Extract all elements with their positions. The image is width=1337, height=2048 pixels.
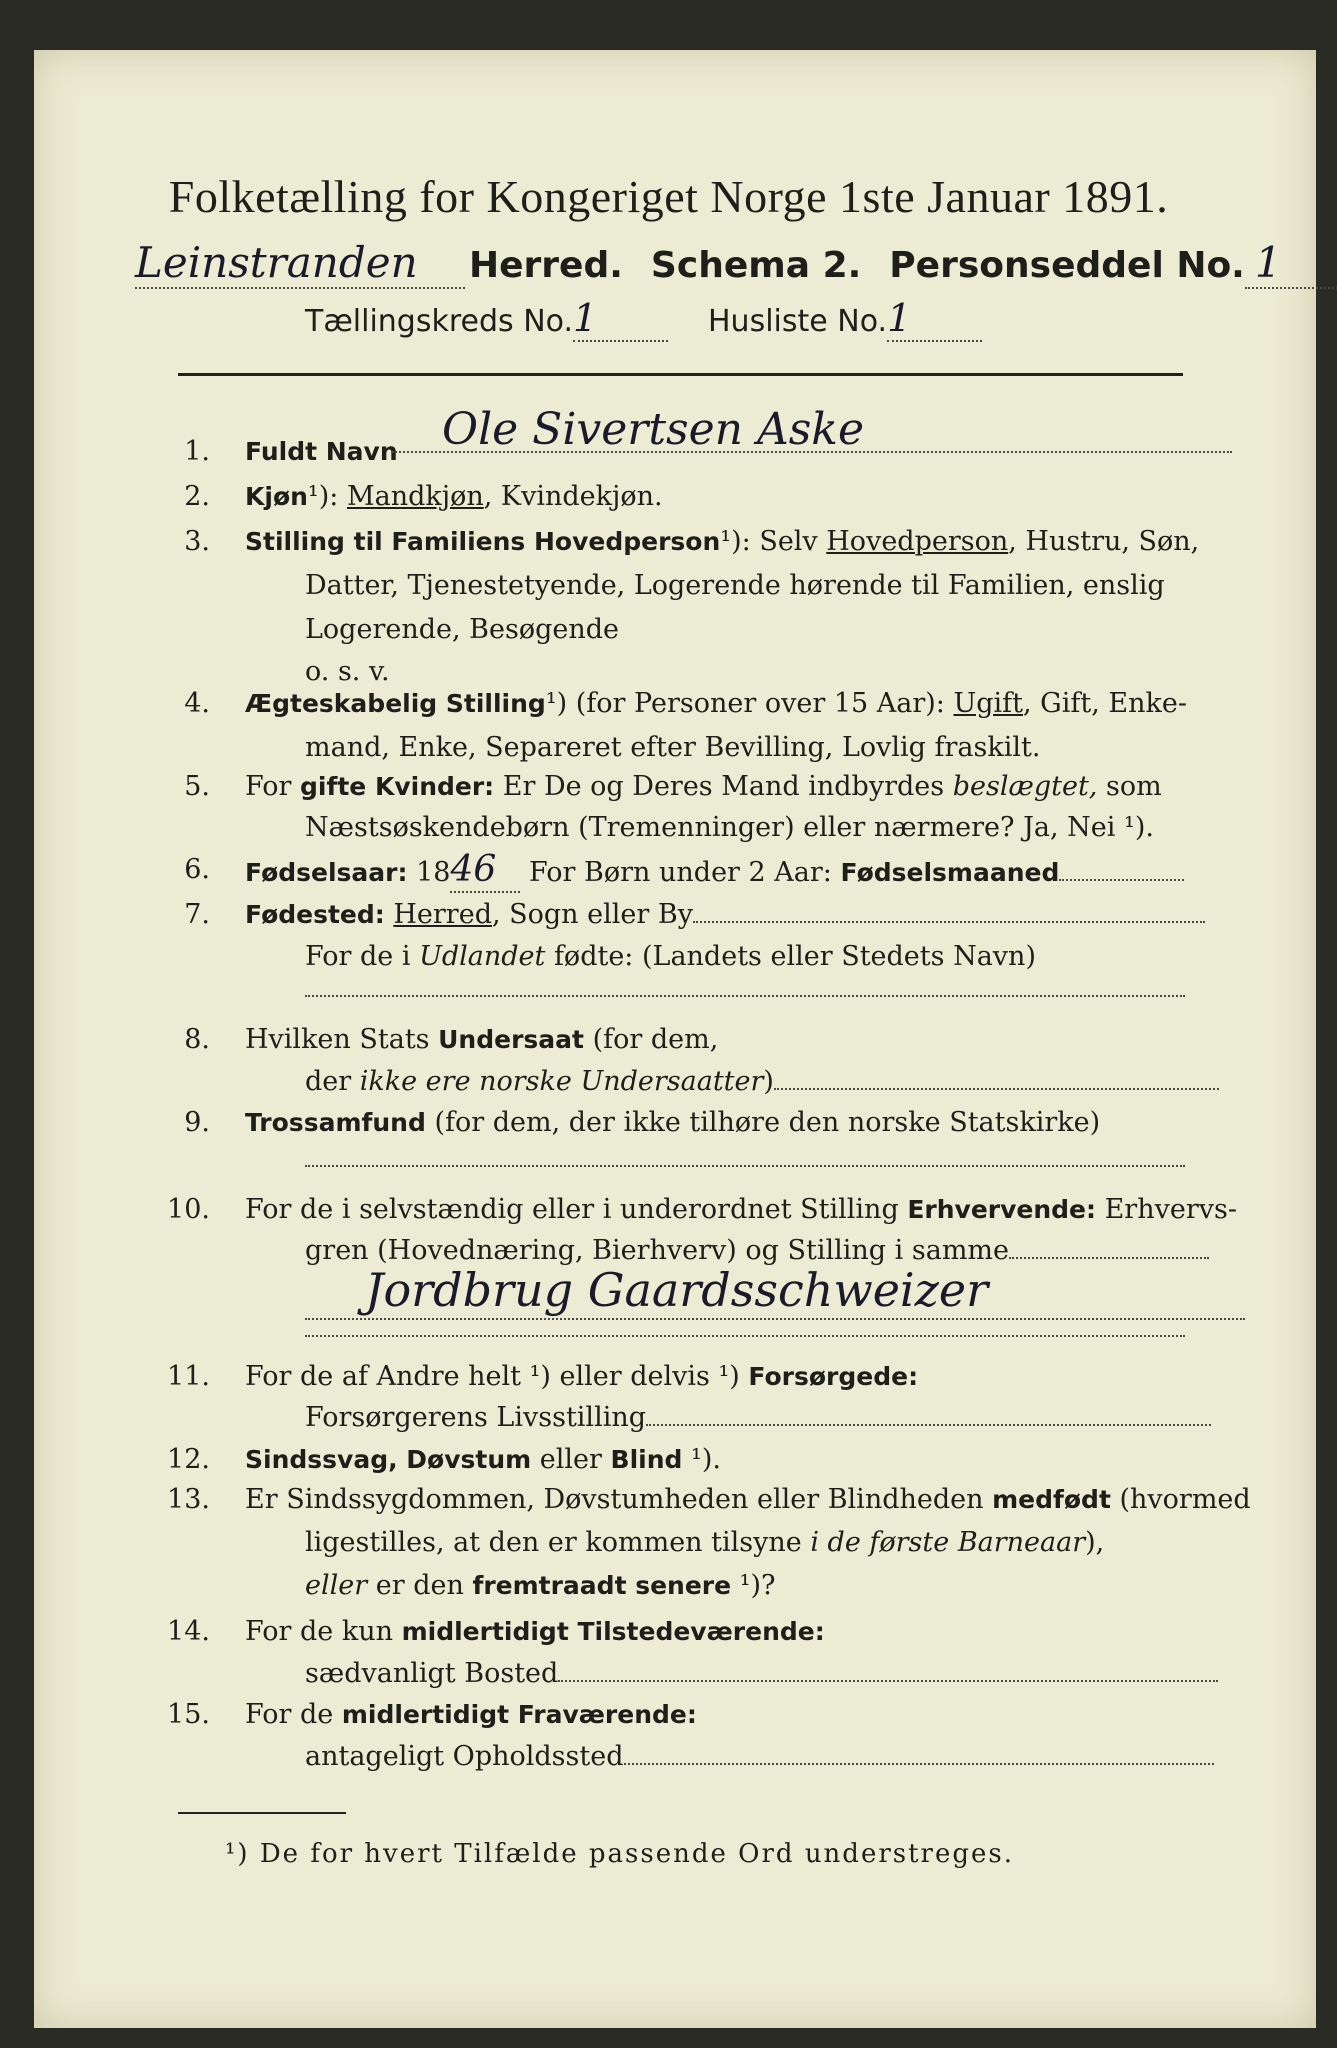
item-number: 13. xyxy=(167,1484,210,1515)
header-rule xyxy=(178,373,1183,376)
fill-line xyxy=(624,1743,1214,1765)
item-text: ¹) (for Personer over 15 Aar): xyxy=(545,688,954,719)
item-3-line-4: o. s. v. xyxy=(305,656,390,687)
occupation-handwritten: Jordbrug Gaardsschweizer xyxy=(305,1262,1245,1320)
item-3-line-2: Datter, Tjenestetyende, Logerende hørende til Familien, enslig xyxy=(305,570,1165,601)
herred-handwritten: Leinstranden xyxy=(135,238,465,289)
item-label: Stilling til Familiens Hovedperson xyxy=(245,527,721,556)
item-text: Forsørgerens Livsstilling xyxy=(305,1402,647,1433)
item-label: Undersaat xyxy=(438,1025,584,1054)
item-text: , Gift, Enke- xyxy=(1023,688,1187,719)
item-text: gren (Hovednæring, Bierhverv) og Stilling i samme xyxy=(305,1235,1010,1266)
item-text: ), xyxy=(1085,1527,1105,1558)
item-number: 11. xyxy=(167,1361,210,1392)
item-text: For de kun xyxy=(245,1616,402,1647)
item-number: 15. xyxy=(167,1699,210,1730)
full-name-handwritten: Ole Sivertsen Aske xyxy=(392,408,1232,453)
kreds-line xyxy=(305,296,982,342)
schema-label: Schema 2. xyxy=(650,245,862,286)
fill-line xyxy=(305,1145,1185,1167)
personseddel-label: Personseddel No. xyxy=(889,245,1245,286)
fill-line xyxy=(1009,1237,1209,1259)
item-label: Ægteskabelig Stilling xyxy=(245,689,546,718)
item-text: For Børn under 2 Aar: xyxy=(520,857,841,888)
item-4-line-2: mand, Enke, Separeret efter Bevilling, Lovlig fraskilt. xyxy=(305,732,1041,763)
herred-label: Herred. xyxy=(469,245,623,286)
item-5-line-2: Næstsøskendebørn (Tremenninger) eller nærmere? Ja, Nei ¹). xyxy=(305,812,1154,843)
item-13-line-3 xyxy=(305,1564,776,1607)
fill-line xyxy=(774,1068,1219,1090)
personseddel-number: 1 xyxy=(1245,238,1337,289)
item-text: beslægtet, xyxy=(952,771,1098,802)
item-number: 3. xyxy=(184,526,210,557)
item-text: For xyxy=(245,771,301,802)
item-label: Forsørgede: xyxy=(748,1362,919,1391)
item-number: 14. xyxy=(167,1616,210,1647)
item-14-line-2 xyxy=(305,1652,1218,1695)
item-label: midlertidigt Fraværende: xyxy=(341,1700,697,1729)
item-number: 8. xyxy=(184,1024,210,1055)
fill-line xyxy=(305,975,1185,997)
item-label: Sindssvag, Døvstum xyxy=(245,1445,532,1474)
item-text: Er De og Deres Mand indbyrdes xyxy=(494,771,953,802)
herred-line xyxy=(135,238,1337,289)
item-label: Blind xyxy=(610,1445,683,1474)
item-13-line-2 xyxy=(305,1521,1104,1564)
fill-line xyxy=(693,901,1205,923)
item-text: 18 xyxy=(407,857,451,888)
item-text: ) xyxy=(763,1066,774,1097)
item-text: ¹): xyxy=(307,481,347,512)
selected-option: Hovedperson xyxy=(826,526,1009,557)
item-text: antageligt Opholdssted xyxy=(305,1741,624,1772)
item-number: 9. xyxy=(184,1107,210,1138)
item-label: Fødested: xyxy=(245,900,385,929)
item-text: For de af Andre helt ¹) eller delvis ¹) xyxy=(245,1361,749,1392)
item-label: Fødselsaar: xyxy=(245,858,408,887)
item-text: (for dem, xyxy=(583,1024,719,1055)
item-label: Trossamfund xyxy=(245,1108,426,1137)
item-text: , Kvindekjøn. xyxy=(483,481,663,512)
item-15-line-2 xyxy=(305,1735,1214,1778)
item-text: som xyxy=(1097,771,1162,802)
item-number: 6. xyxy=(184,854,210,885)
item-text: ¹). xyxy=(682,1444,721,1475)
kreds-label: Tællingskreds No. xyxy=(305,304,573,339)
item-text: , Hustru, Søn, xyxy=(1008,526,1200,557)
item-text: ¹)? xyxy=(731,1570,776,1601)
birth-year-handwritten: 46 xyxy=(450,848,520,893)
item-text: For de i xyxy=(305,941,420,972)
selected-option: Herred xyxy=(393,899,492,930)
item-label: midlertidigt Tilstedeværende: xyxy=(401,1617,825,1646)
item-number: 1. xyxy=(184,436,210,467)
item-label: Fødselsmaaned xyxy=(840,858,1060,887)
item-label: medfødt xyxy=(992,1485,1111,1514)
item-label: fremtraadt senere xyxy=(472,1571,732,1600)
item-11-line-2 xyxy=(305,1396,1211,1439)
item-text: Udlandet xyxy=(419,941,546,972)
husliste-number: 1 xyxy=(887,296,982,342)
item-text: (hvormed xyxy=(1110,1484,1251,1515)
item-label: Fuldt Navn xyxy=(245,437,398,466)
item-text: For de i selvstændig eller i underordnet Stilling xyxy=(245,1194,908,1225)
item-number: 7. xyxy=(184,899,210,930)
item-text: Erhvervs- xyxy=(1096,1194,1237,1225)
item-text: fødte: (Landets eller Stedets Navn) xyxy=(545,941,1036,972)
item-text: Hvilken Stats xyxy=(245,1024,439,1055)
item-label: gifte Kvinder: xyxy=(300,772,495,801)
item-text: der xyxy=(305,1066,360,1097)
fill-line xyxy=(646,1404,1211,1426)
kreds-number: 1 xyxy=(573,296,668,342)
item-number: 5. xyxy=(184,771,210,802)
item-text: eller xyxy=(531,1444,611,1475)
item-number: 12. xyxy=(167,1444,210,1475)
fill-line xyxy=(1059,859,1184,881)
footnote-rule xyxy=(178,1812,346,1814)
item-text: , Sogn eller By xyxy=(491,899,693,930)
item-text: i de første Barneaar xyxy=(810,1527,1086,1558)
footnote: ¹) De for hvert Tilfælde passende Ord understreges. xyxy=(225,1839,1015,1869)
item-text: ikke ere norske Undersaatter xyxy=(359,1066,764,1097)
selected-option: Ugift xyxy=(953,688,1024,719)
item-8-line-2 xyxy=(305,1060,1219,1103)
item-text: ligestilles, at den er kommen tilsyne xyxy=(305,1527,811,1558)
item-number: 10. xyxy=(167,1194,210,1225)
item-number: 4. xyxy=(184,688,210,719)
item-text: For de xyxy=(245,1699,342,1730)
fill-line xyxy=(305,1315,1185,1337)
husliste-label: Husliste No. xyxy=(708,304,888,339)
selected-option: Mandkjøn xyxy=(346,481,484,512)
item-text: (for dem, der ikke tilhøre den norske Statskirke) xyxy=(425,1107,1101,1138)
form-title: Folketælling for Kongeriget Norge 1ste Januar 1891. xyxy=(168,171,1169,222)
item-text: sædvanligt Bosted xyxy=(305,1658,559,1689)
item-7-line-2 xyxy=(305,935,1036,978)
item-label: Kjøn xyxy=(245,482,308,511)
item-text: eller xyxy=(305,1570,368,1601)
item-3-line-3: Logerende, Besøgende xyxy=(305,614,619,645)
item-text: er den xyxy=(367,1570,473,1601)
item-text: ¹): Selv xyxy=(720,526,827,557)
item-number: 2. xyxy=(184,481,210,512)
fill-line xyxy=(558,1660,1218,1682)
item-text: Er Sindssygdommen, Døvstumheden eller Blindheden xyxy=(245,1484,993,1515)
item-label: Erhvervende: xyxy=(907,1195,1097,1224)
